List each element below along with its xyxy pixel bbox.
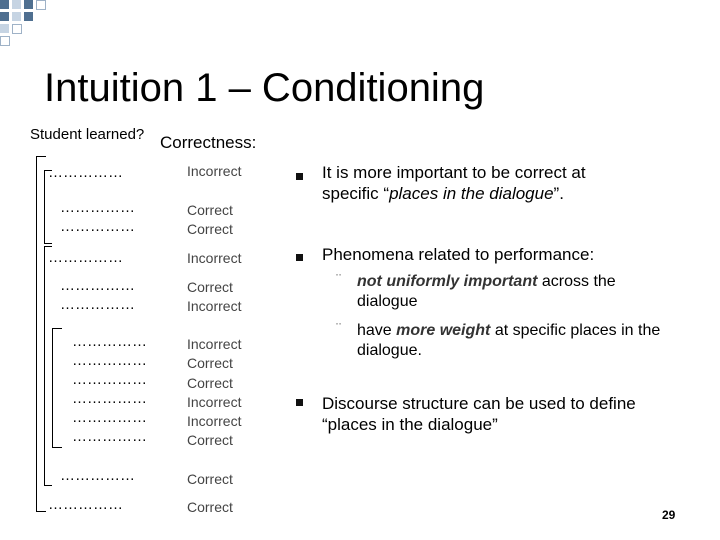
bullet-text-line: Discourse structure can be used to define xyxy=(322,394,636,413)
bullet-text-importance xyxy=(322,162,586,204)
page-number: 29 xyxy=(662,508,676,522)
subbullet-emphasis: more weight xyxy=(396,322,491,339)
bullet-text-line: “places in the dialogue” xyxy=(322,415,498,434)
bullet-text-phenomena: Phenomena related to performance: xyxy=(322,245,595,264)
tree-dots: …………… xyxy=(72,333,147,350)
tree-line xyxy=(52,328,53,448)
tree-dots: …………… xyxy=(72,352,147,369)
correctness-label: Correct xyxy=(187,375,233,391)
correctness-label: Correct xyxy=(187,202,233,218)
corner-square xyxy=(12,24,22,34)
tree-dots: …………… xyxy=(60,199,135,216)
correctness-label: Incorrect xyxy=(187,413,242,429)
subbullet-text-line: dialogue xyxy=(357,293,418,310)
bullet-text-line: specific “ xyxy=(322,184,390,203)
corner-square xyxy=(24,0,33,9)
bullet-text-line: It is more important to be correct at xyxy=(322,163,586,182)
corner-square xyxy=(36,0,46,10)
subbullet-text-weight xyxy=(357,321,660,361)
subbullet-text-line: have xyxy=(357,322,397,339)
student-learned-header: Student learned? xyxy=(30,126,145,143)
subbullet-box-icon: ¨ xyxy=(336,321,342,338)
tree-dots: …………… xyxy=(72,390,147,407)
correctness-header: Correctness: xyxy=(160,133,257,152)
tree-line xyxy=(44,170,45,244)
correctness-label: Incorrect xyxy=(187,250,242,266)
tree-dots: …………… xyxy=(72,409,147,426)
corner-square xyxy=(0,24,9,33)
bullet-square xyxy=(296,254,303,261)
slide-title: Intuition 1 – Conditioning xyxy=(44,66,485,110)
correctness-label: Correct xyxy=(187,499,233,515)
correctness-label: Incorrect xyxy=(187,163,242,179)
tree-dots: …………… xyxy=(60,277,135,294)
correctness-label: Correct xyxy=(187,221,233,237)
correctness-label: Correct xyxy=(187,471,233,487)
tree-dots: …………… xyxy=(48,249,123,266)
correctness-label: Correct xyxy=(187,279,233,295)
corner-square xyxy=(0,36,10,46)
subbullet-emphasis: not uniformly important xyxy=(357,273,538,290)
correctness-label: Incorrect xyxy=(187,336,242,352)
tree-line xyxy=(44,246,52,247)
tree-dots: …………… xyxy=(60,467,135,484)
subbullet-box-icon: ¨ xyxy=(336,272,342,289)
correctness-label: Incorrect xyxy=(187,298,242,314)
tree-line xyxy=(52,447,62,448)
corner-square xyxy=(12,12,21,21)
tree-line xyxy=(44,243,52,244)
tree-line xyxy=(44,246,45,486)
bullet-square xyxy=(296,173,303,180)
corner-square xyxy=(24,12,33,21)
corner-square xyxy=(12,0,21,9)
tree-dots: …………… xyxy=(48,164,123,181)
bullet-text-discourse xyxy=(322,393,636,435)
tree-dots: …………… xyxy=(60,296,135,313)
correctness-label: Correct xyxy=(187,355,233,371)
corner-square xyxy=(0,0,9,9)
tree-line xyxy=(52,328,62,329)
tree-dots: …………… xyxy=(48,496,123,513)
tree-dots: …………… xyxy=(72,428,147,445)
correctness-label: Correct xyxy=(187,432,233,448)
tree-line xyxy=(36,511,46,512)
subbullet-text-line: at specific places in the xyxy=(490,322,661,339)
tree-line xyxy=(44,485,52,486)
tree-dots: …………… xyxy=(60,218,135,235)
correctness-label: Incorrect xyxy=(187,394,242,410)
bullet-italic-phrase: places in the dialogue xyxy=(389,184,554,203)
tree-line xyxy=(36,156,37,512)
bullet-text-line: ”. xyxy=(553,184,564,203)
subbullet-text-uniform xyxy=(357,272,616,312)
subbullet-text-line: across the xyxy=(537,273,616,290)
tree-line xyxy=(36,156,46,157)
tree-dots: …………… xyxy=(72,371,147,388)
corner-square xyxy=(0,12,9,21)
bullet-square xyxy=(296,399,303,406)
subbullet-text-line: dialogue. xyxy=(357,342,422,359)
